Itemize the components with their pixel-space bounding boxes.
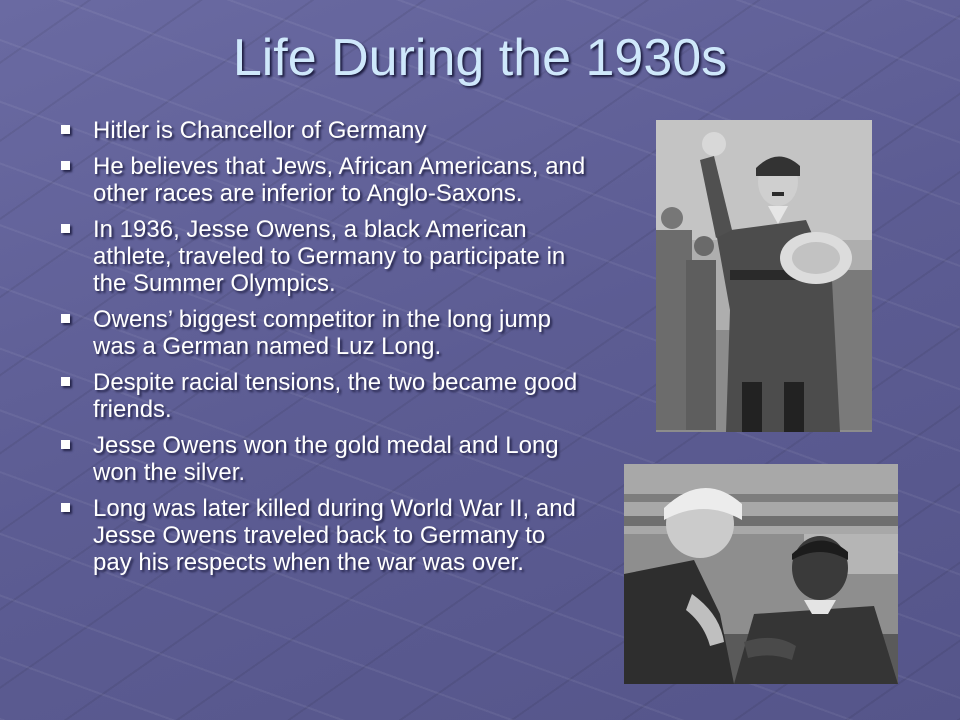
square-bullet-icon (61, 503, 70, 512)
bullet-text: In 1936, Jesse Owens, a black American athlete, traveled to Germany to participate in the Summer Olympics. (93, 216, 566, 297)
square-bullet-icon (61, 161, 70, 170)
list-item (60, 432, 590, 486)
slide-title: Life During the 1930s (232, 29, 728, 87)
bullet-text: Long was later killed during World War II, and Jesse Owens traveled back to Germany to pay his respects when the war was over. (93, 495, 576, 576)
list-item (60, 216, 590, 297)
list-item (60, 306, 590, 360)
list-item (60, 369, 590, 423)
bullet-list (60, 117, 590, 585)
list-item (60, 117, 590, 144)
square-bullet-icon (61, 224, 70, 233)
bullet-text: Despite racial tensions, the two became good friends. (93, 369, 578, 423)
bullet-text: Owens’ biggest competitor in the long jump was a German named Luz Long. (93, 306, 552, 360)
hitler-salute-photo (656, 120, 872, 432)
square-bullet-icon (61, 377, 70, 386)
owens-and-long-photo (624, 464, 898, 684)
bullet-text: Jesse Owens won the gold medal and Long won the silver. (93, 432, 559, 486)
square-bullet-icon (61, 125, 70, 134)
square-bullet-icon (61, 440, 70, 449)
list-item (60, 495, 590, 576)
bullet-text: Hitler is Chancellor of Germany (93, 117, 427, 144)
bullet-text: He believes that Jews, African Americans, and other races are inferior to Anglo-Saxons. (93, 153, 586, 207)
square-bullet-icon (61, 314, 70, 323)
list-item (60, 153, 590, 207)
